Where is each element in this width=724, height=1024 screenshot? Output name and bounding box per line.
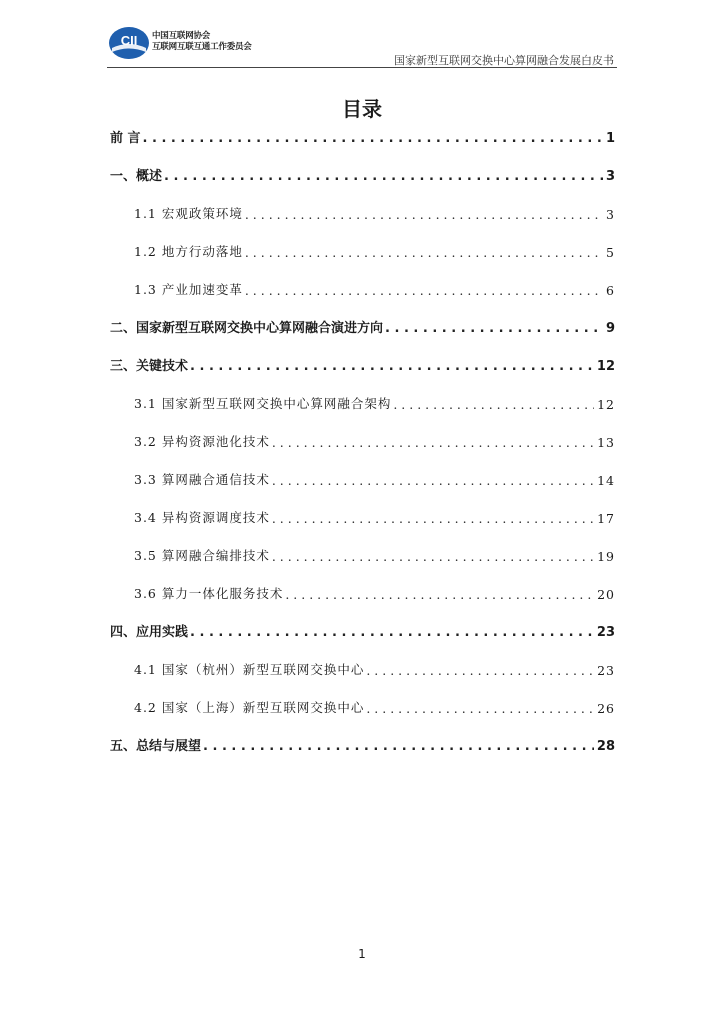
toc-entry-page: 23	[596, 625, 615, 640]
toc-entry[interactable]	[134, 430, 615, 450]
toc-entry-page: 3	[605, 169, 615, 184]
toc-entry[interactable]	[110, 126, 615, 146]
toc-entry[interactable]	[134, 392, 615, 412]
toc-entry-label: 前 言	[110, 131, 141, 146]
toc-dot-leader	[366, 701, 594, 716]
toc-entry-label: 五、总结与展望	[110, 739, 202, 754]
toc-entry-page: 26	[597, 701, 615, 716]
toc-entry[interactable]	[110, 164, 615, 184]
toc-entry[interactable]	[134, 240, 615, 260]
toc-entry[interactable]	[110, 734, 615, 754]
toc-dot-leader	[245, 207, 603, 222]
toc-entry[interactable]	[110, 354, 615, 374]
toc-entry[interactable]	[110, 316, 615, 336]
toc-entry-page: 1	[605, 131, 615, 146]
toc-entry[interactable]	[134, 544, 615, 564]
toc-dot-leader	[190, 359, 594, 374]
logo-text: CII	[120, 33, 138, 48]
toc-entry-label: 3.3 算网融合通信技术	[134, 472, 270, 487]
toc-entry[interactable]	[134, 506, 615, 526]
toc-entry-label: 1.1 宏观政策环境	[134, 206, 243, 221]
toc-dot-leader	[366, 663, 594, 678]
toc-dot-leader	[190, 625, 594, 640]
toc-dot-leader	[245, 245, 603, 260]
toc-dot-leader	[385, 321, 603, 336]
toc-entry-label: 3.6 算力一体化服务技术	[134, 586, 284, 601]
org-name	[152, 31, 252, 53]
toc-dot-leader	[272, 435, 594, 450]
toc-entry-label: 1.3 产业加速变革	[134, 282, 243, 297]
toc-entry-label: 3.1 国家新型互联网交换中心算网融合架构	[134, 396, 392, 411]
toc-entry-page: 5	[606, 245, 615, 260]
toc-entry-page: 6	[606, 283, 615, 298]
toc-entry-label: 4.2 国家（上海）新型互联网交换中心	[134, 700, 365, 715]
toc-entry-page: 17	[597, 511, 615, 526]
toc-dot-leader	[272, 473, 594, 488]
toc-entry-page: 13	[597, 435, 615, 450]
toc-entry-label: 3.5 算网融合编排技术	[134, 548, 270, 563]
page-number: 1	[358, 947, 366, 961]
toc-entry-label: 三、关键技术	[110, 359, 189, 374]
toc-dot-leader	[272, 511, 594, 526]
toc-entry-label: 四、应用实践	[110, 625, 189, 640]
toc-entry-page: 14	[597, 473, 615, 488]
toc-entry-label: 1.2 地方行动落地	[134, 244, 243, 259]
cii-logo	[108, 26, 150, 60]
toc-dot-leader	[272, 549, 594, 564]
toc-entry-label: 3.2 异构资源池化技术	[134, 434, 270, 449]
org-name-line2: 互联网互联互通工作委员会	[152, 42, 252, 52]
toc-entry[interactable]	[134, 696, 615, 716]
document-title: 国家新型互联网交换中心算网融合发展白皮书	[394, 54, 614, 67]
toc-entry-page: 12	[597, 397, 615, 412]
toc-entry-page: 12	[596, 359, 615, 374]
toc-entry[interactable]	[134, 582, 615, 602]
toc-entry[interactable]	[134, 468, 615, 488]
toc-dot-leader	[393, 397, 594, 412]
toc-dot-leader	[285, 587, 594, 602]
toc-entry-page: 28	[596, 739, 615, 754]
org-name-line1: 中国互联网协会	[152, 31, 211, 41]
toc-title: 目录	[342, 97, 382, 121]
toc-entry-page: 20	[597, 587, 615, 602]
toc-entry-label: 一、概述	[110, 169, 163, 184]
toc-entry[interactable]	[110, 620, 615, 640]
toc-dot-leader	[143, 131, 603, 146]
toc-entry-label: 二、国家新型互联网交换中心算网融合演进方向	[110, 321, 384, 336]
toc-entry-label: 4.1 国家（杭州）新型互联网交换中心	[134, 662, 365, 677]
toc-dot-leader	[164, 169, 603, 184]
toc-entry-label: 3.4 异构资源调度技术	[134, 510, 270, 525]
toc-entry[interactable]	[134, 202, 615, 222]
toc-entry-page: 9	[605, 321, 615, 336]
toc-entry-page: 3	[606, 207, 615, 222]
header-rule	[107, 67, 617, 68]
toc-dot-leader	[203, 739, 594, 754]
toc-entry[interactable]	[134, 278, 615, 298]
toc-entry-page: 19	[597, 549, 615, 564]
toc-entry[interactable]	[134, 658, 615, 678]
toc-dot-leader	[245, 283, 603, 298]
toc-entry-page: 23	[597, 663, 615, 678]
page-header	[0, 0, 724, 80]
